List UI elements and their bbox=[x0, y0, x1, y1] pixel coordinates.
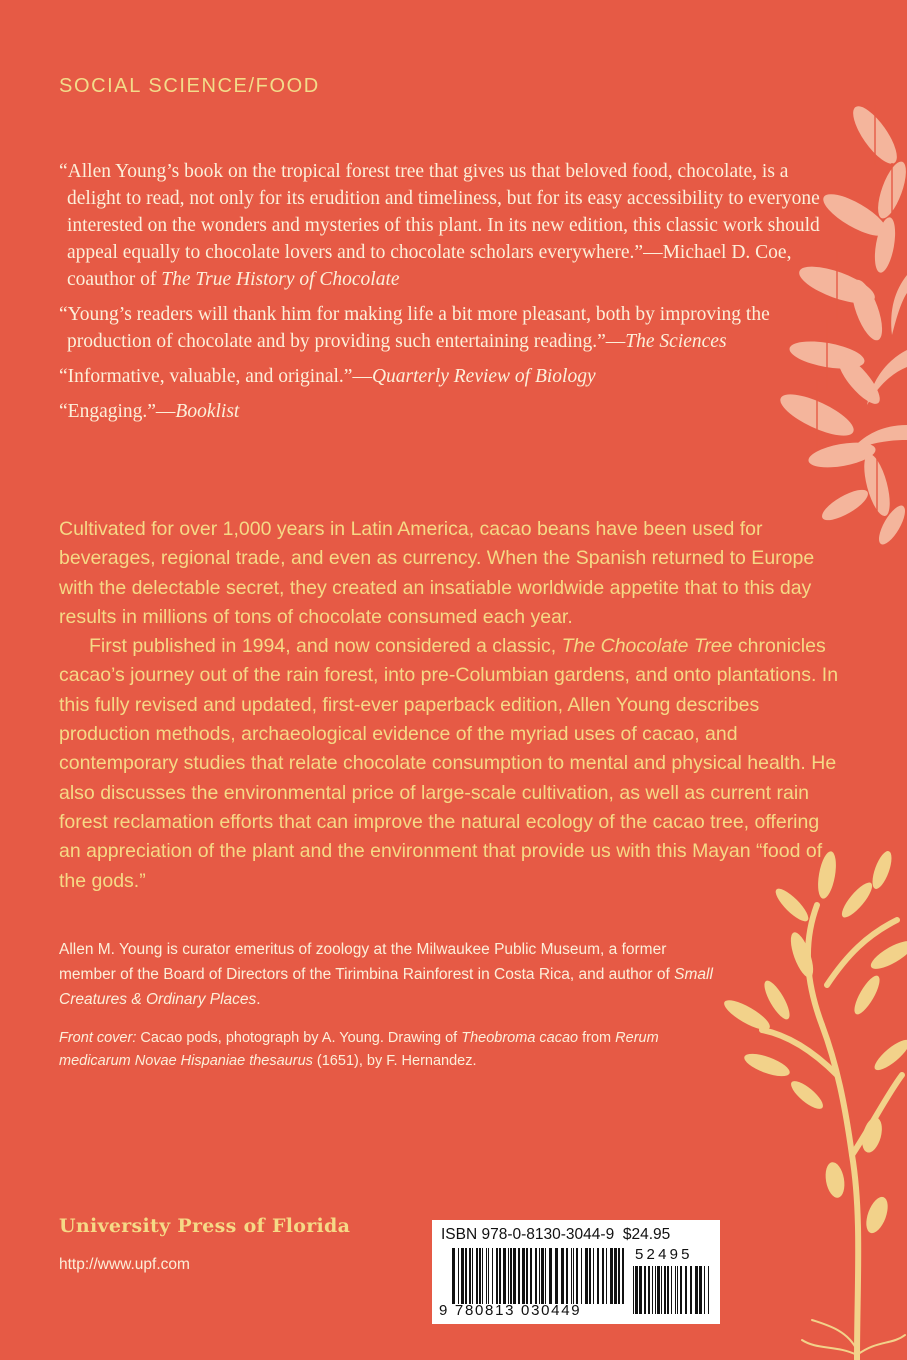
barcode-bar bbox=[664, 1266, 666, 1314]
author-bio: Allen M. Young is curator emeritus of zoology at the Milwaukee Public Museum, a former member of the Board of Directors of the Tirimbina Rainforest in Costa Rica, and author of Small Creatures & Ordinary Places. bbox=[59, 941, 713, 1008]
cacao-tree-illustration bbox=[707, 835, 907, 1360]
barcode-bar bbox=[545, 1248, 546, 1304]
barcode-bar bbox=[597, 1248, 599, 1304]
barcode-bar bbox=[561, 1248, 564, 1304]
barcode-bar bbox=[452, 1248, 455, 1304]
barcode-bar bbox=[635, 1266, 638, 1314]
barcode-bar bbox=[614, 1248, 617, 1304]
barcode-bar bbox=[486, 1248, 487, 1304]
barcode-bar bbox=[458, 1248, 459, 1304]
barcode-bar bbox=[593, 1248, 594, 1304]
barcode-bar bbox=[571, 1248, 572, 1304]
publisher-name: University Press of Florida bbox=[59, 1215, 351, 1237]
barcode-bar bbox=[695, 1266, 698, 1314]
barcode-bar bbox=[503, 1248, 506, 1304]
book-description bbox=[59, 515, 839, 896]
barcode-bar bbox=[671, 1266, 672, 1314]
barcode-bar bbox=[476, 1248, 478, 1304]
barcode-bar bbox=[492, 1248, 493, 1304]
barcode-bar bbox=[482, 1248, 483, 1304]
barcode-bar bbox=[513, 1248, 516, 1304]
barcode-bar bbox=[667, 1266, 669, 1314]
category-label: SOCIAL SCIENCE/FOOD bbox=[59, 75, 320, 97]
quote-booklist: “Engaging.”—Booklist bbox=[59, 401, 240, 422]
barcode-bar bbox=[685, 1266, 687, 1314]
barcode-bar bbox=[610, 1248, 613, 1304]
barcode-bar bbox=[499, 1248, 501, 1304]
barcode-bar bbox=[522, 1248, 525, 1304]
isbn-barcode bbox=[432, 1220, 720, 1324]
quote-quarterly-review: “Informative, valuable, and original.”—Quarterly Review of Biology bbox=[59, 366, 596, 387]
quote-sciences: “Young’s readers will thank him for making life a bit more pleasant, both by improving the production of chocolate and by providing such entertaining reading.”—The Sciences bbox=[59, 304, 770, 352]
barcode-bar bbox=[655, 1266, 656, 1314]
barcode-bar bbox=[704, 1266, 705, 1314]
barcode-bar bbox=[585, 1248, 588, 1304]
barcode-digits: 9 780813 030449 bbox=[439, 1302, 582, 1319]
barcode-bar bbox=[639, 1266, 642, 1314]
barcode-bar bbox=[699, 1266, 702, 1314]
barcode-bar bbox=[539, 1248, 540, 1304]
addon-digits: 52495 bbox=[635, 1246, 693, 1263]
ean-barcode-bars bbox=[452, 1248, 627, 1304]
endorsement-quotes bbox=[59, 158, 829, 433]
barcode-bar bbox=[644, 1266, 646, 1314]
barcode-bar bbox=[652, 1266, 653, 1314]
barcode-bar bbox=[677, 1266, 678, 1314]
barcode-bar bbox=[675, 1266, 676, 1314]
description-paragraph-2: First published in 1994, and now considered a classic, The Chocolate Tree chronicles cacao’s journey out of the rain forest, into pre-Columbian gardens, and onto plantations. In this fully revised and updated, first-ever paperback edition, Allen Young describes production methods, archaeological evidence of the myriad uses of cacao, and contemporary studies that relate chocolate consumption to mental and physical health. He also discusses the environmental price of large-scale cultivation, as well as current rain forest reclamation efforts that can improve the natural ecology of the cacao tree, offering an appreciation of the plant and the environment that provide us with this Mayan “food of the gods.” bbox=[59, 635, 839, 892]
barcode-bar bbox=[708, 1266, 709, 1314]
barcode-bar bbox=[510, 1248, 512, 1304]
barcode-bar bbox=[622, 1248, 624, 1304]
barcode-bar bbox=[648, 1266, 650, 1314]
barcode-bar bbox=[508, 1248, 509, 1304]
barcode-bar bbox=[469, 1248, 471, 1304]
barcode-bar bbox=[633, 1266, 634, 1314]
barcode-bar bbox=[661, 1266, 662, 1314]
barcode-bar bbox=[479, 1248, 481, 1304]
barcode-bar bbox=[581, 1248, 582, 1304]
barcode-bar bbox=[541, 1248, 544, 1304]
barcode-bar bbox=[690, 1266, 692, 1314]
quote-coe: “Allen Young’s book on the tropical forest tree that gives us that beloved food, chocolate, is a delight to read, not only for its erudition and timeliness, but for its easy accessibility to everyone interested on the wonders and mysteries of this plant. In its new edition, this classic work should appeal equally to chocolate lovers and to chocolate scholars everywhere.”—Michael D. Coe, coauthor of The True History of Chocolate bbox=[59, 161, 820, 290]
barcode-bar bbox=[657, 1266, 660, 1314]
barcode-bar bbox=[535, 1248, 537, 1304]
addon-barcode-bars bbox=[633, 1266, 711, 1314]
barcode-bar bbox=[465, 1248, 467, 1304]
barcode-bar bbox=[555, 1248, 558, 1304]
isbn-line bbox=[441, 1226, 670, 1244]
barcode-bar bbox=[602, 1248, 604, 1304]
barcode-bar bbox=[518, 1248, 520, 1304]
publisher-url[interactable]: http://www.upf.com bbox=[59, 1256, 190, 1273]
barcode-bar bbox=[606, 1248, 607, 1304]
barcode-bar bbox=[530, 1248, 532, 1304]
barcode-bar bbox=[488, 1248, 489, 1304]
barcode-bar bbox=[573, 1248, 574, 1304]
description-paragraph-1: Cultivated for over 1,000 years in Latin America, cacao beans have been used for beverages, regional trade, and even as currency. When the Spanish returned to Europe with the delectable secret, they created an insatiable worldwide appetite that to this day results in millions of tons of chocolate consumed each year. bbox=[59, 518, 815, 628]
price: $24.95 bbox=[622, 1226, 671, 1243]
barcode-bar bbox=[461, 1248, 464, 1304]
barcode-bar bbox=[618, 1248, 620, 1304]
barcode-bar bbox=[496, 1248, 498, 1304]
isbn-number: ISBN 978-0-8130-3044-9 bbox=[441, 1226, 615, 1243]
barcode-bar bbox=[589, 1248, 591, 1304]
barcode-bar bbox=[472, 1248, 473, 1304]
barcode-bar bbox=[549, 1248, 552, 1304]
cover-credit: Front cover: Cacao pods, photograph by A. Young. Drawing of Theobroma cacao from Rerum medicarum Novae Hispaniae thesaurus (1651), by F. Hernandez. bbox=[59, 1030, 659, 1069]
barcode-bar bbox=[566, 1248, 568, 1304]
barcode-bar bbox=[526, 1248, 528, 1304]
barcode-bar bbox=[576, 1248, 578, 1304]
barcode-bar bbox=[680, 1266, 682, 1314]
